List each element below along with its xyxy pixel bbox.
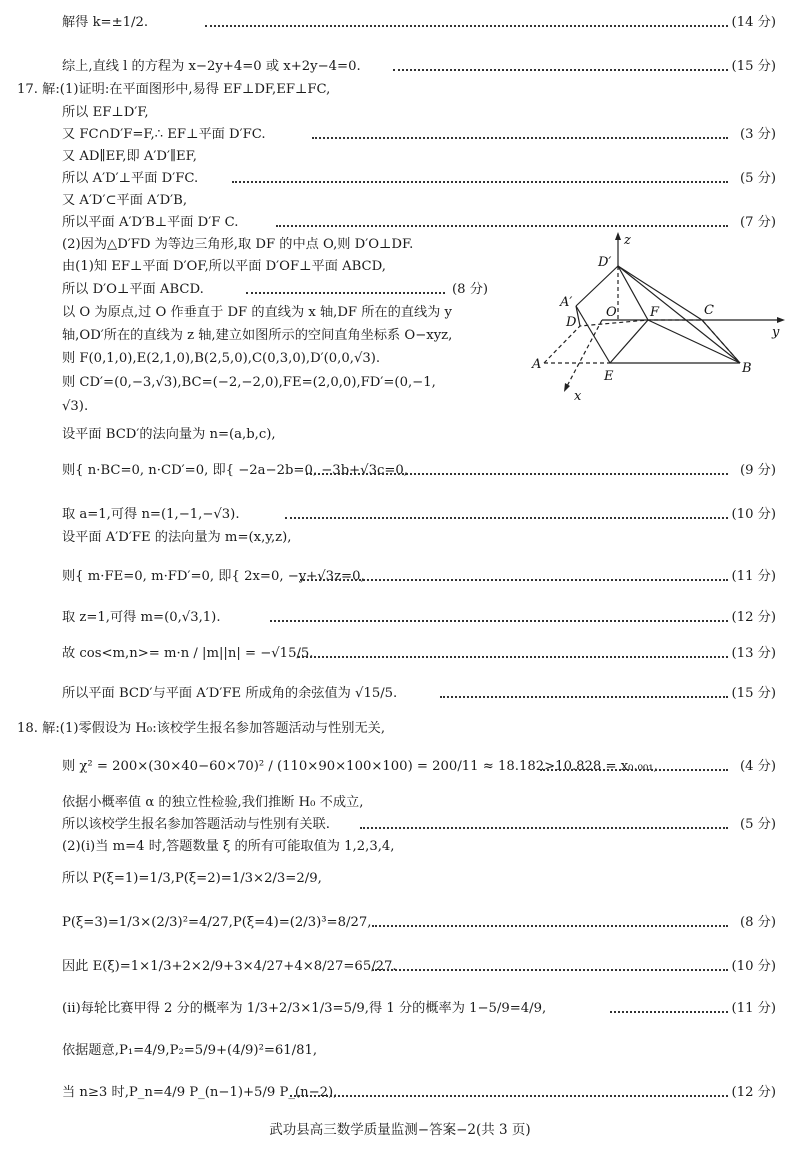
solution-line [0,124,800,146]
dot-leader [300,579,728,581]
score-label: (11 分) [731,1001,776,1016]
line-text: 当 n≥3 时,P_n=4/9 P_(n−1)+5/9 P_(n−2), [62,1085,338,1100]
line-text: 则 χ² = 200×(30×40−60×70)² / (110×90×100×100) = 200/11 ≈ 18.182>10.828 = x₀.₀₀₁, [62,759,658,774]
solution-line [0,868,800,890]
dot-leader [312,137,728,139]
line-text: 设平面 A′D′FE 的法向量为 m=(x,y,z), [62,530,292,545]
label-a: A [532,357,542,372]
solution-line [0,424,800,446]
line-text: 由(1)知 EF⊥平面 D′OF,所以平面 D′OF⊥平面 ABCD, [62,259,386,274]
dot-leader [246,292,445,294]
line-text: 依据题意,P₁=4/9,P₂=5/9+(4/9)²=61/81, [62,1043,318,1058]
line-text: 17. 解:(1)证明:在平面图形中,易得 EF⊥DF,EF⊥FC, [17,82,331,97]
edge-dpap [576,266,618,306]
solution-line [0,607,800,629]
dot-leader [360,827,728,829]
solution-line [0,460,800,482]
score-label: (15 分) [731,686,776,701]
solution-line [0,146,800,168]
score-label: (3 分) [739,127,776,142]
score-label: (10 分) [731,959,776,974]
dot-leader [393,69,728,71]
line-text: 则{ m·FE=0, m·FD′=0, 即{ 2x=0, −y+√3z=0, [62,569,365,584]
edge-dpc [618,266,702,320]
score-label: (12 分) [731,1085,776,1100]
edge-cb [702,320,740,363]
score-label: (7 分) [739,215,776,230]
label-o: O [606,305,617,320]
line-text: 所以平面 A′D′B⊥平面 D′F C. [62,215,239,230]
line-text: 所以该校学生报名参加答题活动与性别有关联. [62,817,330,832]
dot-leader [276,225,728,227]
line-text: 轴,OD′所在的直线为 z 轴,建立如图所示的空间直角坐标系 O−xyz, [62,328,453,343]
solution-line [0,1082,800,1104]
line-text: (ii)每轮比赛甲得 2 分的概率为 1/3+2/3×1/3=5/9,得 1 分的概率为 1−5/9=4/9, [62,1001,547,1016]
dot-leader [372,969,728,971]
solution-line [0,683,800,705]
score-label: (8 分) [452,282,489,297]
solution-line [0,998,800,1020]
dot-leader [306,473,728,475]
line-text: 则{ n·BC=0, n·CD′=0, 即{ −2a−2b=0, −3b+√3c=0, [62,463,408,478]
line-text: 所以 P(ξ=1)=1/3,P(ξ=2)=1/3×2/3=2/9, [62,871,322,886]
solution-line [0,56,800,78]
dot-leader [610,1011,728,1013]
dot-leader [285,517,728,519]
edge-dpf [618,266,648,320]
score-label: (5 分) [739,817,776,832]
score-label: (12 分) [731,610,776,625]
dot-leader [270,620,728,622]
edge-fe [610,320,648,363]
dot-leader [290,1095,728,1097]
line-text: (2)因为△D′FD 为等边三角形,取 DF 的中点 O,则 D′O⊥DF. [62,237,414,252]
y-arrow [777,317,785,323]
label-dprime: D′ [598,255,612,270]
line-text: 取 a=1,可得 n=(1,−1,−√3). [62,507,240,522]
label-c: C [704,303,714,318]
dot-leader [440,696,728,698]
solution-line [0,168,800,190]
line-text: 所以 D′O⊥平面 ABCD. [62,282,204,297]
line-text: 所以 EF⊥D′F, [62,105,149,120]
line-text: 设平面 BCD′的法向量为 n=(a,b,c), [62,427,276,442]
line-text: 解得 k=±1/2. [62,15,149,30]
solution-line [0,12,800,34]
line-text: 所以 A′D′⊥平面 D′FC. [62,171,199,186]
x-arrow [564,383,570,392]
dot-leader [205,25,728,27]
score-label: (14 分) [731,15,776,30]
line-text: 以 O 为原点,过 O 作垂直于 DF 的直线为 x 轴,DF 所在的直线为 y [62,305,453,320]
solution-line [0,79,800,101]
dot-leader [372,925,728,927]
line-text: 取 z=1,可得 m=(0,√3,1). [62,610,221,625]
label-d: D [566,315,577,330]
line-text: 则 CD′=(0,−3,√3),BC=(−2,−2,0),FE=(2,0,0),FD′=(0,−1, [62,375,436,390]
solution-line [0,814,800,836]
score-label: (8 分) [739,915,776,930]
line-text: 所以平面 BCD′与平面 A′D′FE 所成角的余弦值为 √15/5. [62,686,398,701]
solution-line [0,956,800,978]
solution-line [0,718,800,740]
line-text: √3). [62,399,89,414]
label-b: B [742,361,752,376]
solution-line [0,504,800,526]
line-text: 依据小概率值 α 的独立性检验,我们推断 H₀ 不成立, [62,795,364,810]
line-text: 故 cos<m,n>= m·n / |m||n| = −√15/5. [62,646,314,661]
score-label: (13 分) [731,646,776,661]
solution-line [0,912,800,934]
edge-dpb [618,266,740,363]
score-label: (9 分) [739,463,776,478]
solution-line [0,836,800,858]
dot-leader [298,656,728,658]
score-label: (10 分) [731,507,776,522]
page-footer: 武功县高三数学质量监测−答案−2(共 3 页) [269,1122,531,1138]
solution-line [0,190,800,212]
solution-line [0,1040,800,1062]
line-text: 综上,直线 l 的方程为 x−2y+4=0 或 x+2y−4=0. [62,59,361,74]
x-axis [566,320,602,388]
line-text: 因此 E(ξ)=1×1/3+2×2/9+3×4/27+4×8/27=65/27. [62,959,397,974]
label-z: z [624,233,631,248]
line-text: P(ξ=3)=1/3×(2/3)²=4/27,P(ξ=4)=(2/3)³=8/27, [62,915,372,930]
score-label: (11 分) [731,569,776,584]
line-text: 又 A′D′⊂平面 A′D′B, [62,193,188,208]
label-aprime: A′ [560,295,573,310]
score-label: (4 分) [739,759,776,774]
solution-line [0,756,800,778]
score-label: (5 分) [739,171,776,186]
solution-line [0,102,800,124]
solution-line [0,527,800,549]
z-arrow [615,232,621,240]
line-text: 则 F(0,1,0),E(2,1,0),B(2,5,0),C(0,3,0),D′(0,0,√3). [62,351,381,366]
edge-ape [576,306,610,363]
line-text: 18. 解:(1)零假设为 H₀:该校学生报名参加答题活动与性别无关, [17,721,386,736]
label-x: x [574,389,582,404]
solution-line [0,792,800,814]
score-label: (15 分) [731,59,776,74]
dot-leader [540,769,728,771]
solution-line [0,643,800,665]
coordinate-figure [530,228,790,408]
label-e: E [604,369,614,384]
label-f: F [650,305,660,320]
dot-leader [232,181,728,183]
line-text: 又 FC∩D′F=F,∴ EF⊥平面 D′FC. [62,127,266,142]
label-y: y [772,325,780,340]
solution-line [0,566,800,588]
line-text: (2)(i)当 m=4 时,答题数量 ξ 的所有可能取值为 1,2,3,4, [62,839,395,854]
line-text: 又 AD∥EF,即 A′D′∥EF, [62,149,197,164]
